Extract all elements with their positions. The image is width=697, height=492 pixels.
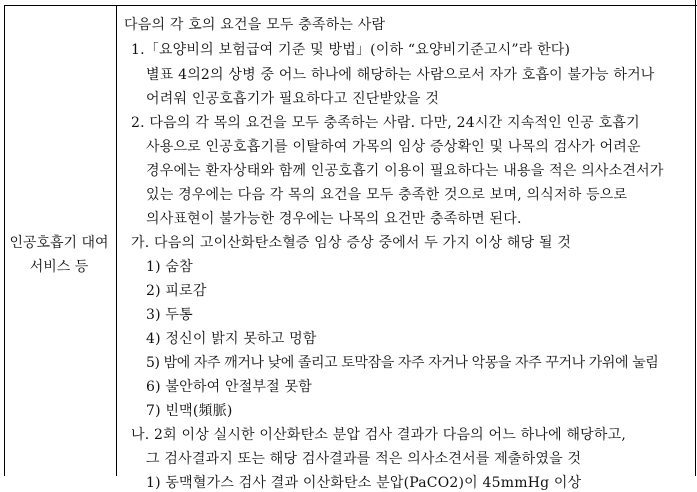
item-1-line-1: 1.「요양비의 보험급여 기준 및 방법」(이하 “요양비기준고시”라 한다)	[131, 42, 571, 58]
category-line-2: 서비스 등	[29, 259, 89, 275]
column-divider	[116, 5, 117, 476]
na-item: 1) 동맥혈가스 검사 결과 이산화탄소 분압(PaCO2)이 45mmHg 이상	[146, 475, 582, 491]
symptom-item: 6) 불안하여 안절부절 못함	[146, 379, 312, 395]
item-2-line-1: 2. 다음의 각 목의 요건을 모두 충족하는 사람. 다만, 24시간 지속적인 인공 호흡기	[131, 115, 640, 131]
symptom-item: 1) 숨참	[146, 259, 193, 275]
sub-item-na-line-1: 나. 2회 이상 실시한 이산화탄소 분압 검사 결과가 다음의 어느 하나에 해당하고,	[131, 427, 627, 443]
symptom-item: 7) 빈맥(頻脈)	[146, 403, 233, 419]
symptom-item: 4) 정신이 밝지 못하고 멍함	[146, 331, 317, 347]
symptom-item: 5) 밤에 자주 깨거나 낮에 졸리고 토막잠을 자주 자거나 악몽을 자주 꾸거나 가위에 눌림	[146, 355, 659, 371]
item-2-line-5: 의사표현이 불가능한 경우에는 나목의 요건만 충족하면 된다.	[146, 211, 522, 227]
sub-item-ga: 가. 다음의 고이산화탄소혈증 임상 증상 중에서 두 가지 이상 해당 될 것	[131, 235, 572, 251]
category-cell	[4, 231, 114, 279]
symptom-item: 2) 피로감	[146, 283, 207, 299]
sub-item-na-line-2: 그 검사결과지 또는 해당 검사결과를 적은 의사소견서를 제출하였을 것	[146, 451, 582, 467]
item-2-line-2: 사용으로 인공호흡기를 이탈하여 가목의 임상 증상확인 및 나목의 검사가 어려운	[146, 139, 641, 155]
table-right-border	[695, 0, 696, 476]
table-top-border	[4, 5, 697, 6]
item-2-line-4: 있는 경우에는 다음 각 목의 요건을 모두 충족한 것으로 보며, 의식저하 등으로	[146, 187, 628, 203]
symptom-item: 3) 두통	[146, 307, 193, 323]
intro-text: 다음의 각 호의 요건을 모두 충족하는 사람	[124, 17, 386, 33]
category-line-1: 인공호흡기 대여	[9, 235, 109, 251]
item-2-line-3: 경우에는 환자상태와 함께 인공호흡기 이용이 필요하다는 내용을 적은 의사소견서가	[146, 163, 664, 179]
item-1-line-3: 어려워 인공호흡기가 필요하다고 진단받았을 것	[146, 91, 440, 107]
item-1-line-2: 별표 4의2의 상병 중 어느 하나에 해당하는 사람으로서 자가 호흡이 불가능 하거나	[146, 67, 655, 83]
